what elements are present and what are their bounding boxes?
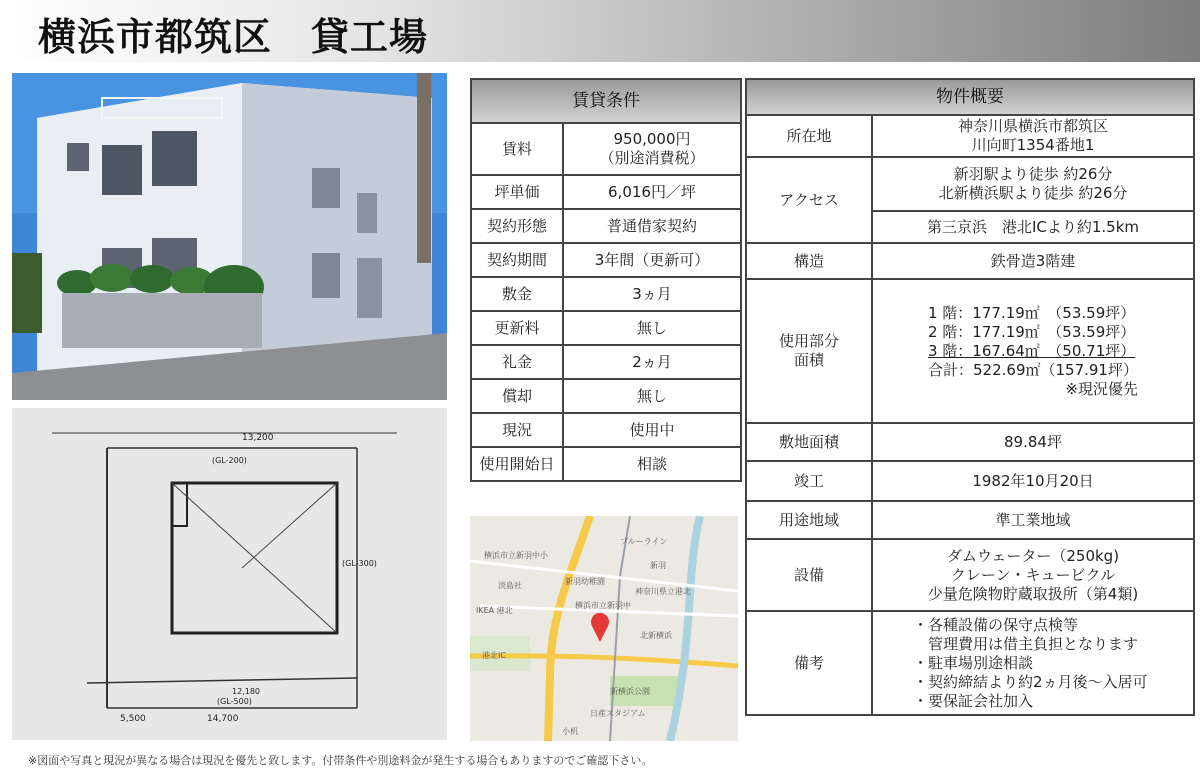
access-label: アクセス bbox=[746, 157, 872, 243]
access-line2: 北新横浜駅より徒歩 約26分 bbox=[938, 184, 1128, 202]
area-value bbox=[872, 279, 1194, 423]
key-money-label: 礼金 bbox=[471, 345, 563, 379]
access-line3: 第三京浜 港北ICより約1.5km bbox=[872, 211, 1194, 243]
start-date-value: 相談 bbox=[563, 447, 741, 481]
property-table-header: 物件概要 bbox=[746, 79, 1194, 115]
deposit-value: 3ヵ月 bbox=[563, 277, 741, 311]
location-map[interactable] bbox=[470, 516, 738, 741]
remarks-line2: 管理費用は借主負担となります bbox=[913, 634, 1139, 653]
plan-gl-bottom: (GL-500) bbox=[217, 697, 252, 706]
map-label-8: 新横浜公園 bbox=[610, 687, 650, 696]
access-stations bbox=[872, 157, 1194, 211]
equipment-value bbox=[872, 539, 1194, 611]
plan-dim-top: 13,200 bbox=[242, 433, 274, 443]
area-list bbox=[928, 304, 1138, 399]
unit-price-value: 6,016円／坪 bbox=[563, 175, 741, 209]
area-note: ※現況優先 bbox=[1065, 379, 1138, 398]
area-label-line2: 面積 bbox=[793, 351, 824, 369]
site-area-label: 敷地面積 bbox=[746, 423, 872, 461]
map-label-7: 北新横浜 bbox=[640, 631, 672, 640]
remarks-line1: ・各種設備の保守点検等 bbox=[913, 615, 1079, 634]
map-label-12: 神奈川県立港北 bbox=[635, 587, 691, 596]
map-label-6: 横浜市立新羽中 bbox=[575, 601, 631, 610]
amortization-value: 無し bbox=[563, 379, 741, 413]
status-value: 使用中 bbox=[563, 413, 741, 447]
remarks-line5: ・要保証会社加入 bbox=[913, 691, 1034, 710]
footer-disclaimer: ※図面や写真と現況が異なる場合は現況を優先と致します。付帯条件や別途料金が発生する場合もありますのでご確認下さい。 bbox=[28, 754, 653, 767]
map-label-5: IKEA 港北 bbox=[476, 606, 513, 615]
plan-gl-top: (GL-200) bbox=[212, 456, 247, 465]
page-title: 横浜市都筑区 貸工場 bbox=[38, 15, 429, 59]
remarks-line3: ・駐車場別途相談 bbox=[913, 653, 1034, 672]
site-area-value: 89.84坪 bbox=[872, 423, 1194, 461]
location-value bbox=[872, 115, 1194, 157]
remarks-label: 備考 bbox=[746, 611, 872, 715]
completion-value: 1982年10月20日 bbox=[872, 461, 1194, 501]
map-label-2: 新羽幼稚園 bbox=[565, 577, 605, 586]
rent-tax-note: （別途消費税） bbox=[599, 149, 705, 167]
rent-value bbox=[563, 123, 741, 175]
area-label bbox=[746, 279, 872, 423]
access-line1: 新羽駅より徒歩 約26分 bbox=[953, 165, 1113, 183]
unit-price-label: 坪単価 bbox=[471, 175, 563, 209]
map-label-4: 淡島社 bbox=[498, 581, 522, 590]
building-photo bbox=[12, 73, 447, 400]
map-label-11: ブルーライン bbox=[620, 537, 668, 546]
rent-amount: 950,000円 bbox=[613, 130, 691, 148]
structure-label: 構造 bbox=[746, 243, 872, 279]
deposit-label: 敷金 bbox=[471, 277, 563, 311]
area-floor1: 1 階：177.19㎡ （53.59坪） bbox=[928, 303, 1136, 322]
equipment-line3: 少量危険物貯蔵取扱所（第4類) bbox=[927, 584, 1139, 603]
location-line1: 神奈川県横浜市都筑区 bbox=[957, 117, 1108, 135]
area-total: 合計：522.69㎡（157.91坪） bbox=[928, 360, 1138, 379]
renewal-fee-label: 更新料 bbox=[471, 311, 563, 345]
completion-label: 竣工 bbox=[746, 461, 872, 501]
start-date-label: 使用開始日 bbox=[471, 447, 563, 481]
equipment-line2: クレーン・キュービクル bbox=[950, 565, 1116, 584]
contract-type-label: 契約形態 bbox=[471, 209, 563, 243]
structure-value: 鉄骨造3階建 bbox=[872, 243, 1194, 279]
contract-term-label: 契約期間 bbox=[471, 243, 563, 277]
plan-dim-bottom-left: 5,500 bbox=[120, 714, 146, 724]
equipment-label: 設備 bbox=[746, 539, 872, 611]
remarks-value bbox=[872, 611, 1194, 715]
title-bar bbox=[0, 0, 1200, 62]
map-label-13: 港北IC bbox=[482, 651, 506, 660]
map-label-1: 横浜市立新羽中小 bbox=[484, 551, 548, 560]
status-label: 現況 bbox=[471, 413, 563, 447]
plan-dim-bottom2: 14,700 bbox=[207, 714, 239, 724]
amortization-label: 償却 bbox=[471, 379, 563, 413]
rent-table-header: 賃貸条件 bbox=[471, 79, 741, 123]
equipment-line1: ダムウェーター（250kg) bbox=[946, 546, 1120, 565]
area-label-line1: 使用部分 bbox=[778, 332, 839, 350]
zoning-label: 用途地域 bbox=[746, 501, 872, 539]
remarks-line4: ・契約締結より約2ヵ月後～入居可 bbox=[913, 672, 1148, 691]
plan-dim-bottom: 12,180 bbox=[232, 687, 260, 696]
renewal-fee-value: 無し bbox=[563, 311, 741, 345]
zoning-value: 準工業地域 bbox=[872, 501, 1194, 539]
map-label-3: 新羽 bbox=[650, 561, 666, 570]
floor-plan bbox=[12, 408, 447, 740]
contract-type-value: 普通借家契約 bbox=[563, 209, 741, 243]
map-label-9: 日産スタジアム bbox=[590, 709, 646, 718]
rent-label: 賃料 bbox=[471, 123, 563, 175]
location-line2: 川向町1354番地1 bbox=[971, 136, 1095, 154]
contract-term-value: 3年間（更新可） bbox=[563, 243, 741, 277]
rent-conditions-table bbox=[470, 78, 742, 482]
map-label-10: 小机 bbox=[562, 727, 578, 736]
plan-gl-right: (GL-300) bbox=[342, 559, 377, 568]
key-money-value: 2ヵ月 bbox=[563, 345, 741, 379]
area-floor3: 3 階：167.64㎡ （50.71坪） bbox=[928, 341, 1136, 360]
area-floor2: 2 階：177.19㎡ （53.59坪） bbox=[928, 322, 1136, 341]
location-label: 所在地 bbox=[746, 115, 872, 157]
property-summary-table bbox=[745, 78, 1195, 716]
